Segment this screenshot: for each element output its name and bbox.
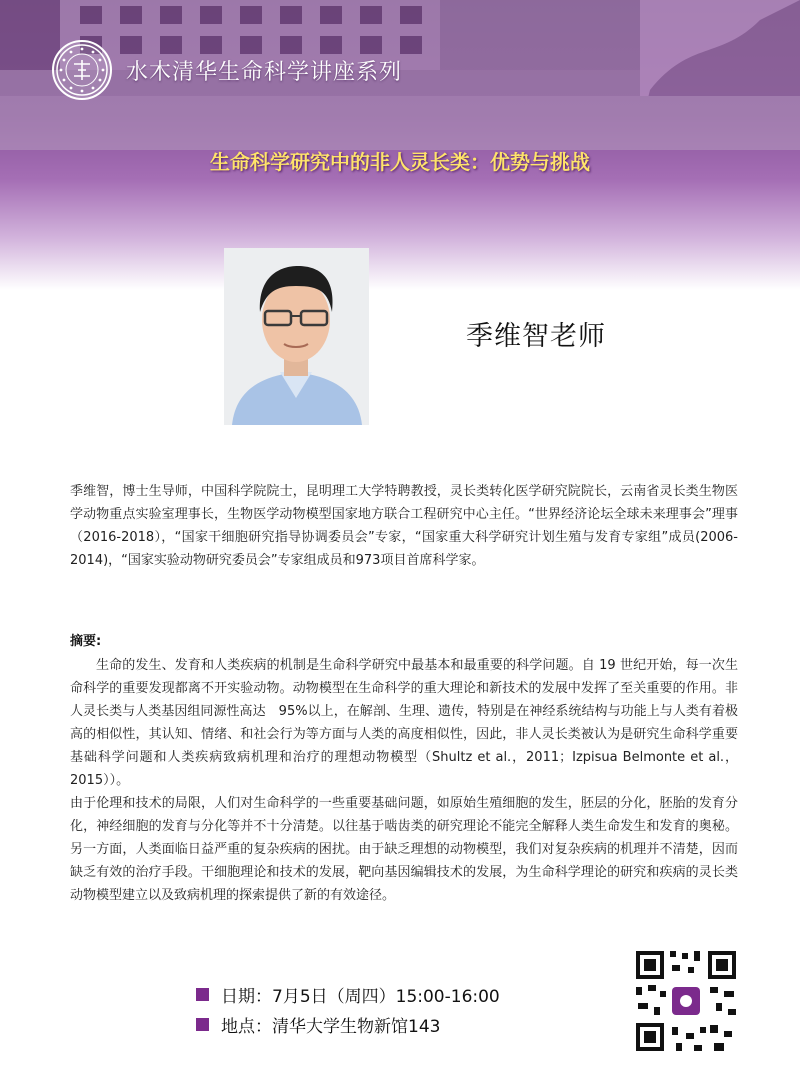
event-location: 地点：清华大学生物新馆143 [221,1017,441,1037]
header-banner [0,0,800,290]
abstract-body [70,654,738,907]
square-bullet-icon [196,1018,209,1031]
event-location-row [196,1012,440,1037]
square-bullet-icon [196,988,209,1001]
abstract-heading: 摘要: [70,634,102,649]
speaker-portrait [224,248,369,425]
speaker-name: 季维智老师 [466,321,606,352]
university-seal-logo [52,40,112,100]
lecture-series-title: 水木清华生命科学讲座系列 [126,60,403,85]
speaker-bio: 季维智，博士生导师，中国科学院院士，昆明理工大学特聘教授，灵长类转化医学研究院院长，云南省灵长类生物医学动物重点实验室理事长，生物医学动物模型国家地方联合工程研究中心主任。“世界经济论坛全球未来理事会”理事（2016-2018），“国家干细胞研究指导协调委员会”专家，“国家重大科学研究计划生殖与发育专家组”成员(2006-2014)，“国家实验动物研究委员会”专家组成员和973项目首席科学家。 [70,484,738,568]
qr-code[interactable] [630,945,742,1057]
event-date-row [196,982,500,1007]
abstract-paragraph: 生命的发生、发育和人类疾病的机制是生命科学研究中最基本和最重要的科学问题。自 19 世纪开始，每一次生命科学的重要发现都离不开实验动物。动物模型在生命科学的重大理论和新技术的发展中发挥了至关重要的作用。非人灵长类与人类基因组同源性高达 95%以上，在解剖、生理、遗传，特别是在神经系统结构与功能上与人类有着极高的相似性，其认知、情绪、和社会行为等方面与人类的高度相似性，因此，非人灵长类被认为是研究生命科学重要基础科学问题和人类疾病致病机理和治疗的理想动物模型（Shultz et al.，2011；Izpisua Belmonte et al.，2015））。 [70,658,738,788]
event-date: 日期：7月5日（周四）15:00-16:00 [221,987,500,1007]
lecture-title: 生命科学研究中的非人灵长类：优势与挑战 [210,150,590,174]
abstract-paragraph: 由于伦理和技术的局限，人们对生命科学的一些重要基础问题，如原始生殖细胞的发生，胚层的分化，胚胎的发育分化，神经细胞的发育与分化等并不十分清楚。以往基于啮齿类的研究理论不能完全解释人类生命发生和发育的奥秘。另一方面，人类面临日益严重的复杂疾病的困扰。由于缺乏理想的动物模型，我们对复杂疾病的机理并不清楚，因而缺乏有效的治疗手段。干细胞理论和技术的发展，靶向基因编辑技术的发展，为生命科学理论的研究和疾病的灵长类动物模型建立以及致病机理的探索提供了新的有效途径。 [70,796,738,903]
